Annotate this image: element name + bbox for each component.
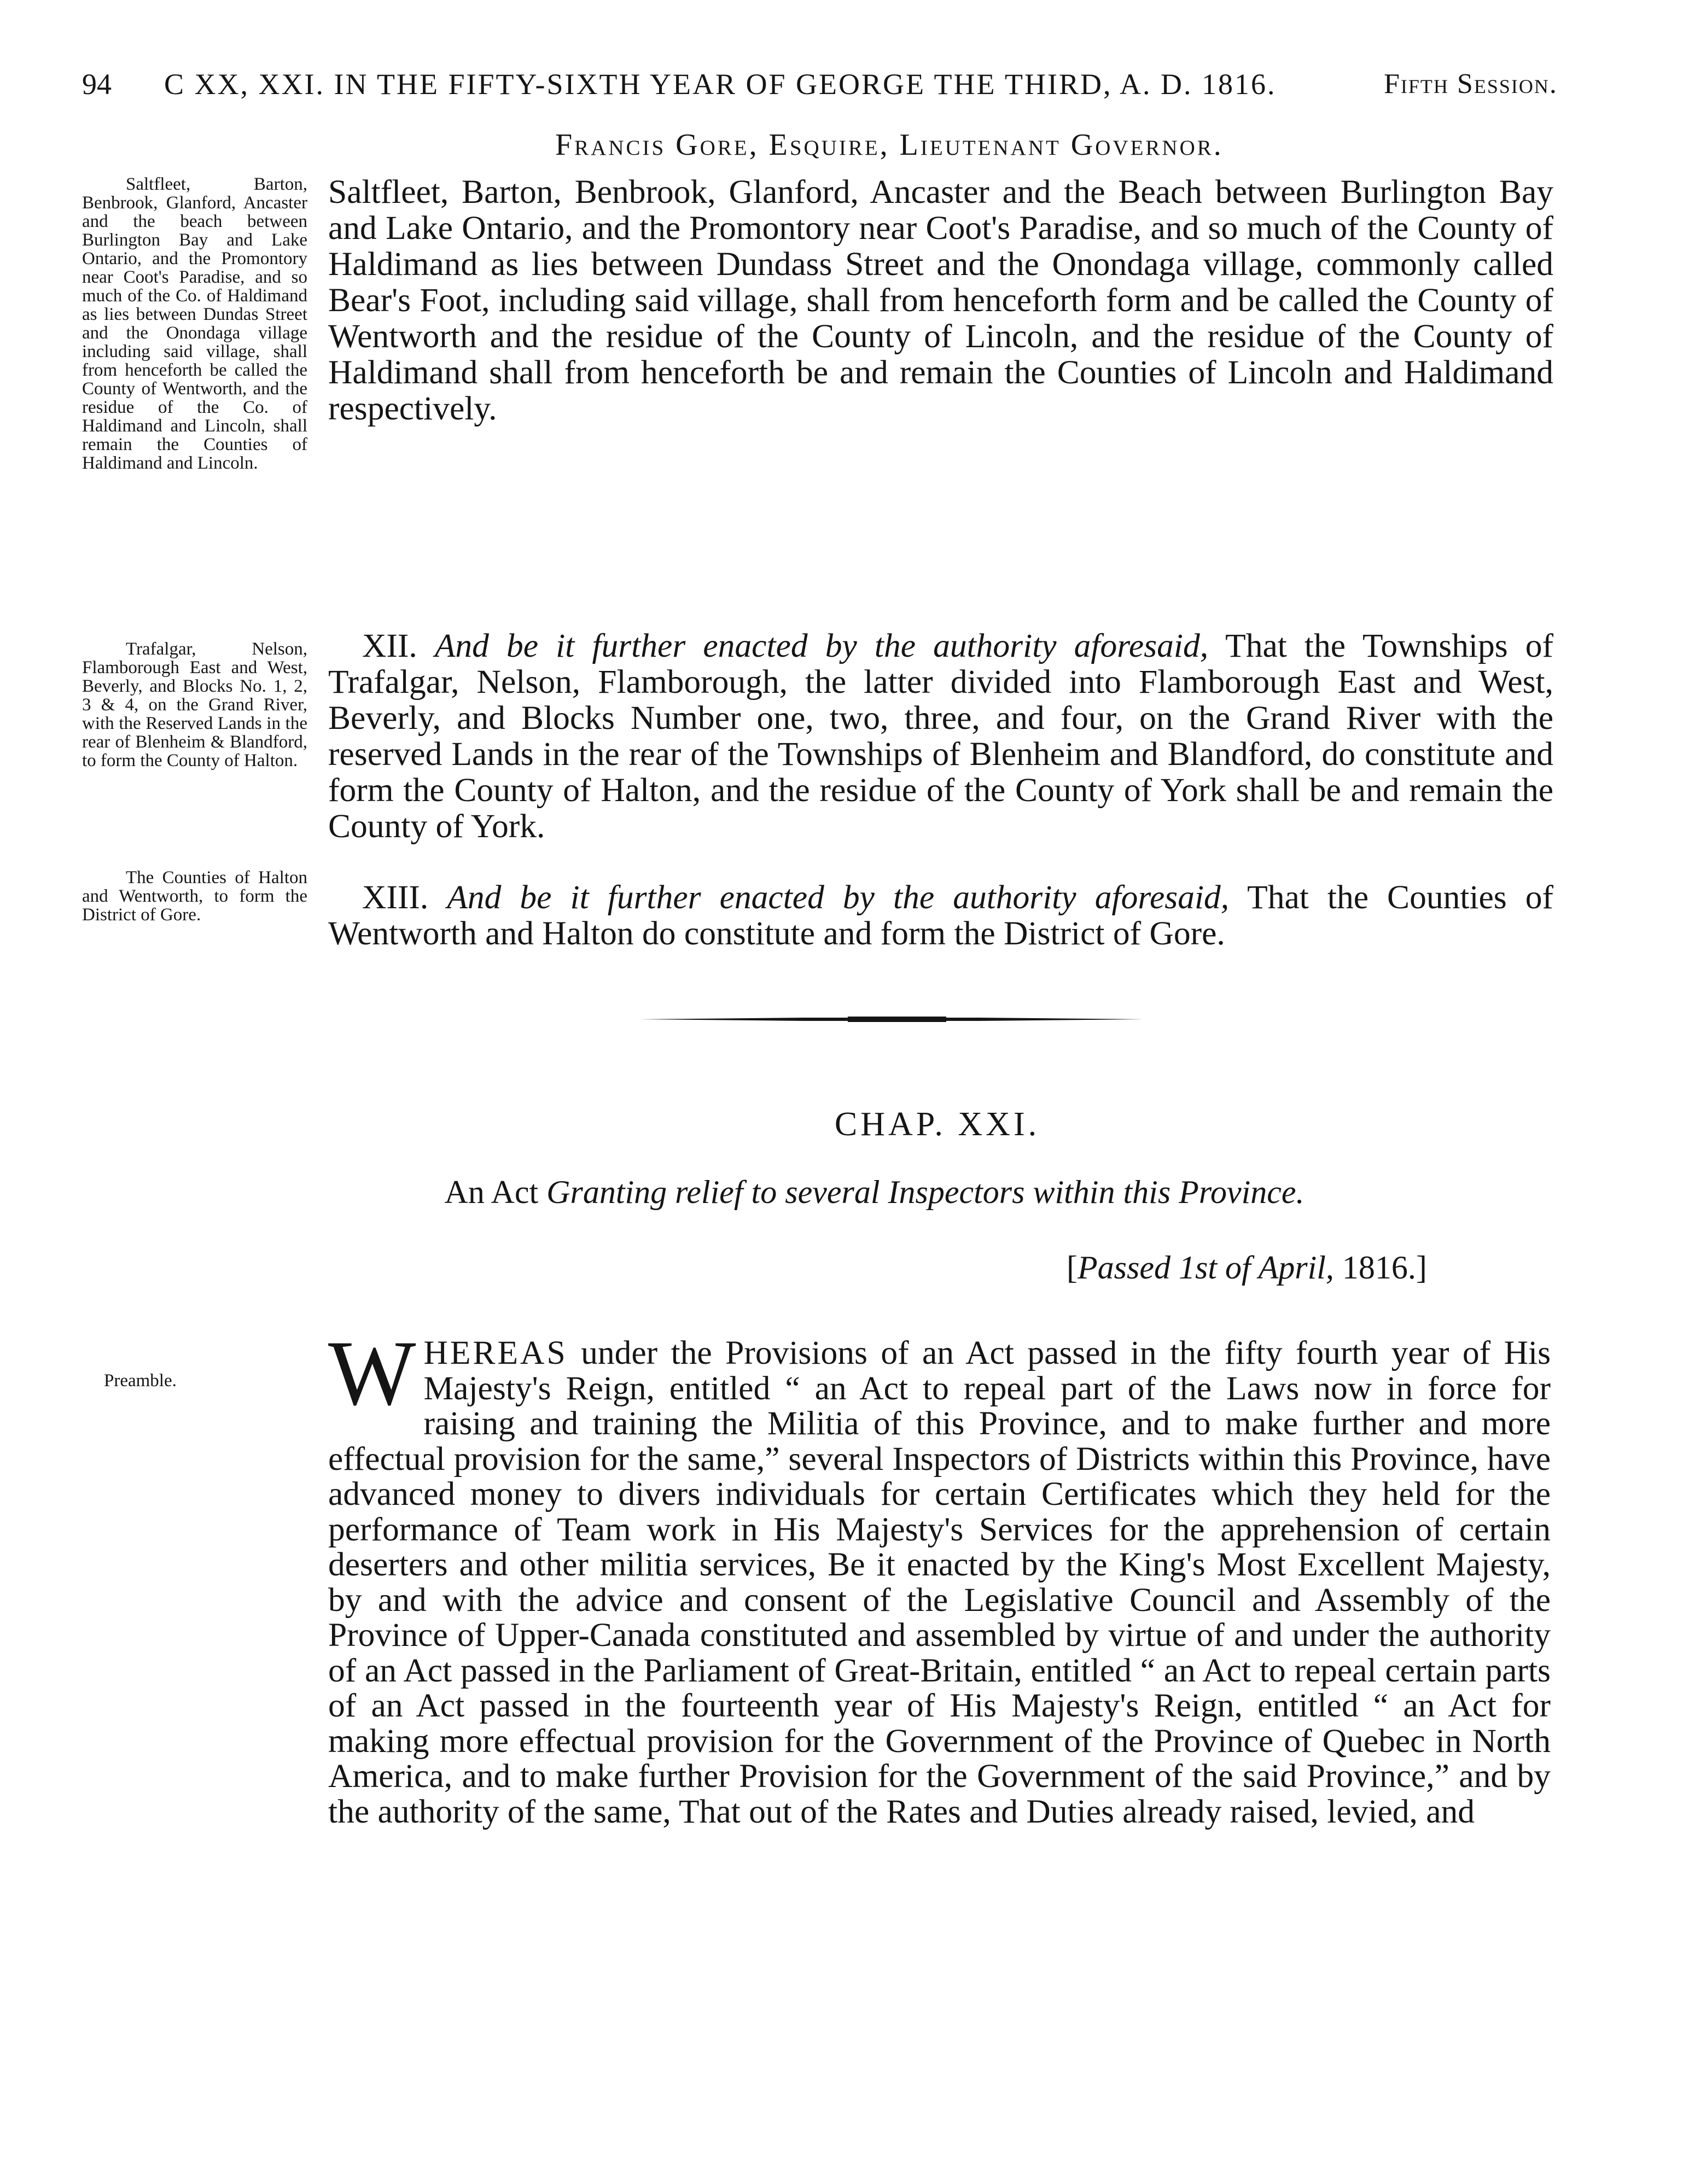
session-label: Fifth Session. [1384,68,1558,100]
margin-note-county-of-wentworth: Saltfleet, Barton, Benbrook, Glanford, Ancaster and the beach between Burlington Bay and Lake Ontario, and the Promontory near Coot's Paradise, and so much of the Co. of Haldimand as lies between Dundas Street and the Onondaga village including said village, shall from henceforth be called the County of Wentworth, and the residue of the Co. of Haldimand and Lincoln, shall remain the Counties of Haldimand and Lincoln. [82,174,307,473]
act-title-prefix: An Act [444,1174,539,1210]
section-13-text: That the Counties of Wentworth and Halton do constitute and form the District of Gore. [328,879,1554,952]
margin-note-district-of-gore: The Counties of Halton and Wentworth, to form the District of Gore. [82,868,307,925]
section-divider-rule [640,1015,1143,1023]
officer-line: Francis Gore, Esquire, Lieutenant Governor. [555,128,1224,162]
margin-note-preamble: Preamble. [104,1371,177,1391]
body-paragraph-wentworth: Saltfleet, Barton, Benbrook, Glanford, Ancaster and the Beach between Burlington Bay and Lake Ontario, and the Promontory near Coot's Paradise, and so much of the County of Haldimand as lies between Dundass Street and the Onondaga village, commonly called Bear's Foot, including said village, shall from henceforth form and be called the County of Wentworth and the residue of the County of Lincoln, and the residue of the County of Haldimand shall from henceforth be and remain the Counties of Lincoln and Haldimand respectively. [328,173,1553,427]
margin-note-county-of-halton: Trafalgar, Nelson, Flamborough East and West, Beverly, and Blocks No. 1, 2, 3 & 4, on the Grand River, with the Reserved Lands in the rear of Blenheim & Blandford, to form the County of Halton. [82,639,307,770]
act-title [0,1173,1683,1211]
section-13-number: XIII. [362,879,429,916]
section-12-enacting-clause: And be it further enacted by the authority aforesaid, [434,627,1209,664]
preamble-text: under the Provisions of an Act passed in the fifty fourth year of His Majesty's Reign, entitled “ an Act to repeal part of the Laws now in force for raising and training the Militia of this Province, and to make further and more effectual provision for the same,” several Inspectors of Districts within this Province, have advanced money to divers individuals for certain Certificates which they held for the performance of Team work in His Majesty's Services for the apprehension of certain deserters and other militia services, Be it enacted by the King's Most Excellent Majesty, by and with the advice and consent of the Legislative Council and Assembly of the Province of Upper-Canada constituted and assembled by virtue of and under the authority of an Act passed in the Parliament of Great-Britain, entitled “ an Act to repeal certain parts of an Act passed in the fourteenth year of His Majesty's Reign, entitled “ an Act for making more effectual provision for the Government of the Province of Quebec in North America, and to make further Provision for the Government of the said Province,” and by the authority of the same, That out of the Rates and Duties already raised, levied, and [328,1334,1551,1830]
section-12 [328,628,1553,844]
drop-cap: W [328,1322,416,1424]
passed-date [1067,1248,1427,1287]
page-number: 94 [82,68,112,101]
preamble-paragraph [328,1322,1551,1830]
running-title: C XX, XXI. IN THE FIFTY-SIXTH YEAR OF GEORGE THE THIRD, A. D. 1816. [164,68,1277,101]
act-title-italic: Granting relief to several Inspectors within this Province. [546,1174,1305,1210]
passed-bracket: [ [1067,1249,1078,1286]
section-12-number: XII. [362,627,417,664]
section-12-text: That the Townships of Trafalgar, Nelson, Flamborough, the latter divided into Flamborough East and West, Beverly, and Blocks Number one, two, three, and four, on the Grand River with the reserved Lands in the rear of the Townships of Blenheim and Blandford, do constitute and form the County of Halton, and the residue of the County of York shall be and remain the County of York. [328,627,1554,845]
preamble-opening-caps: HEREAS [423,1334,568,1371]
passed-date-italic: Passed 1st of April, [1077,1249,1334,1286]
section-13-enacting-clause: And be it further enacted by the authority aforesaid, [447,879,1230,916]
passed-year: 1816.] [1342,1249,1427,1286]
section-13 [328,879,1553,951]
chapter-heading: CHAP. XXI. [834,1106,1040,1143]
